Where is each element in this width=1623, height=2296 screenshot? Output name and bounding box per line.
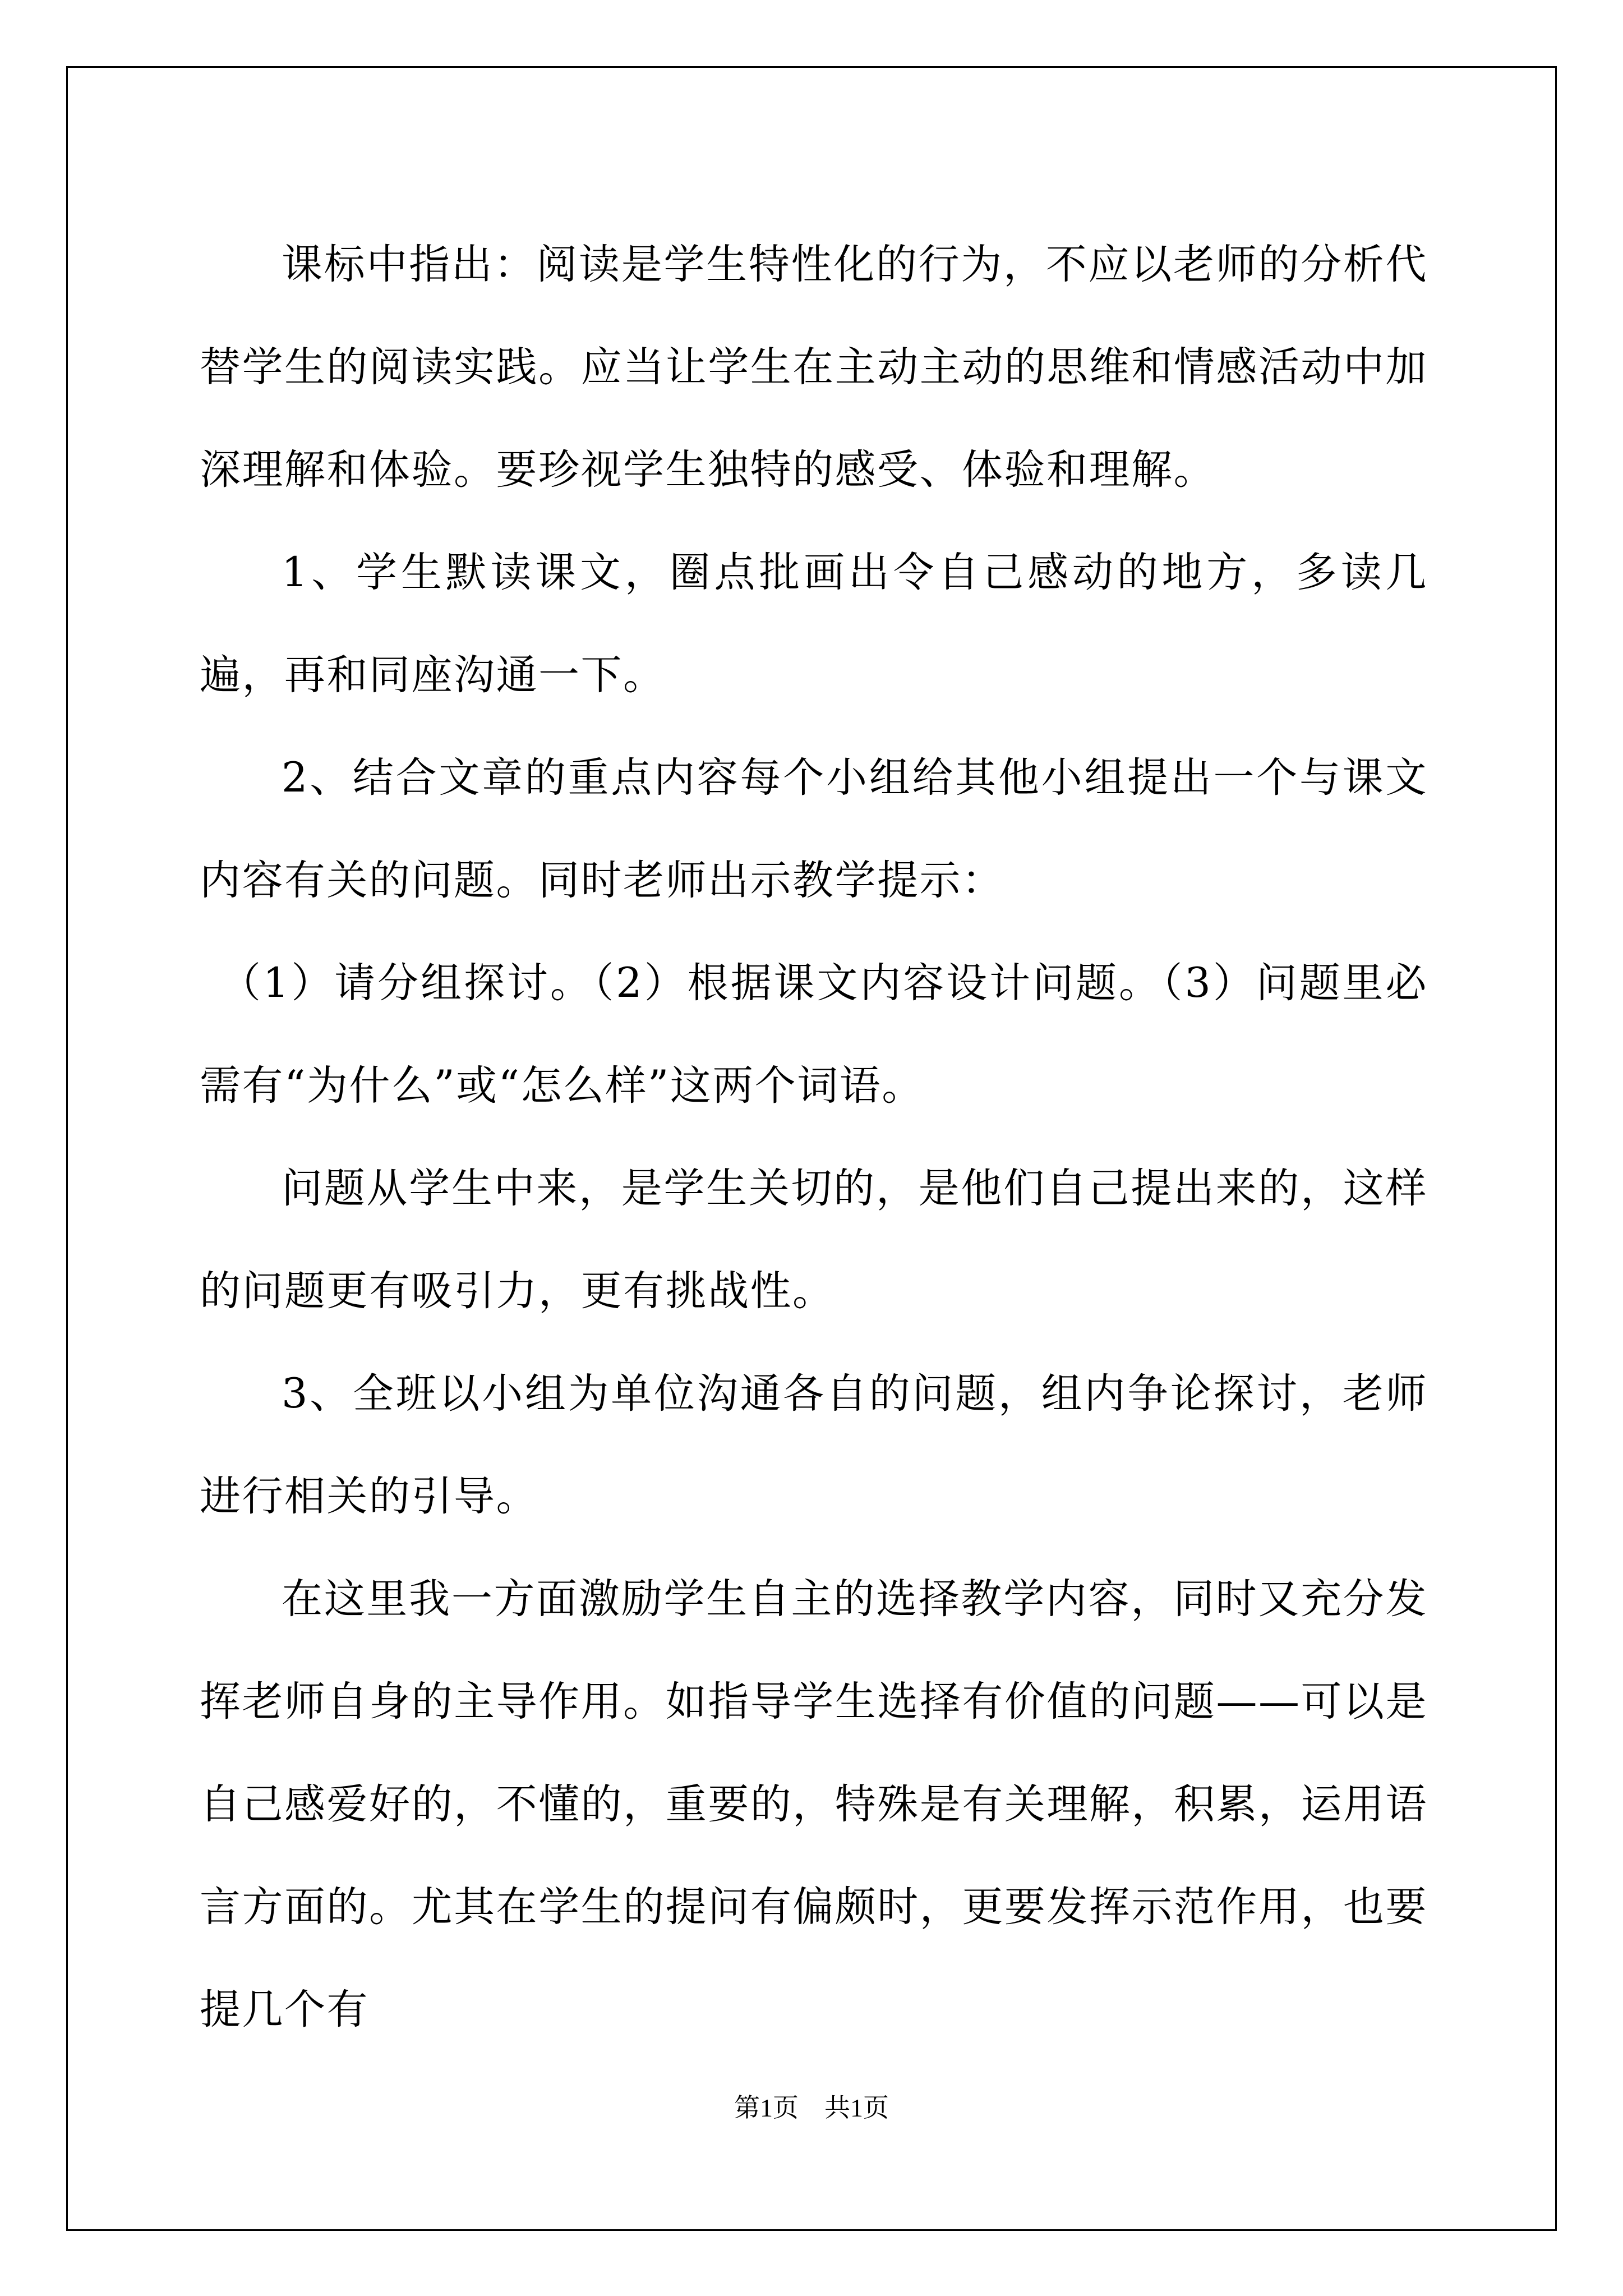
paragraph: 2、结合文章的重点内容每个小组给其他小组提出一个与课文内容有关的问题。同时老师出示教学提示： [200, 754, 1428, 904]
paragraph: 在这里我一方面激励学生自主的选择教学内容，同时又充分发挥老师自身的主导作用。如指导学生选择有价值的问题——可以是自己感爱好的，不懂的，重要的，特殊是有关理解，积累，运用语言方面的。尤其在学生的提问有偏颇时，更要发挥示范作用，也要提几个有 [200, 1575, 1428, 2033]
page-number: 第1页 [734, 2093, 799, 2122]
page-total: 共1页 [824, 2093, 889, 2122]
paragraph: （1）请分组探讨。（2）根据课文内容设计问题。（3）问题里必需有“为什么”或“怎么样”这两个词语。 [200, 959, 1428, 1110]
page-footer [0, 2091, 1623, 2125]
paragraph: 问题从学生中来，是学生关切的，是他们自己提出来的，这样的问题更有吸引力，更有挑战性。 [200, 1165, 1428, 1315]
paragraph: 3、全班以小组为单位沟通各自的问题，组内争论探讨，老师进行相关的引导。 [200, 1370, 1428, 1520]
paragraph: 1、学生默读课文，圈点批画出令自己感动的地方，多读几遍，再和同座沟通一下。 [200, 549, 1428, 699]
document-body [200, 213, 1428, 2061]
paragraph: 课标中指出：阅读是学生特性化的行为，不应以老师的分析代替学生的阅读实践。应当让学生在主动主动的思维和情感活动中加深理解和体验。要珍视学生独特的感受、体验和理解。 [200, 241, 1428, 494]
